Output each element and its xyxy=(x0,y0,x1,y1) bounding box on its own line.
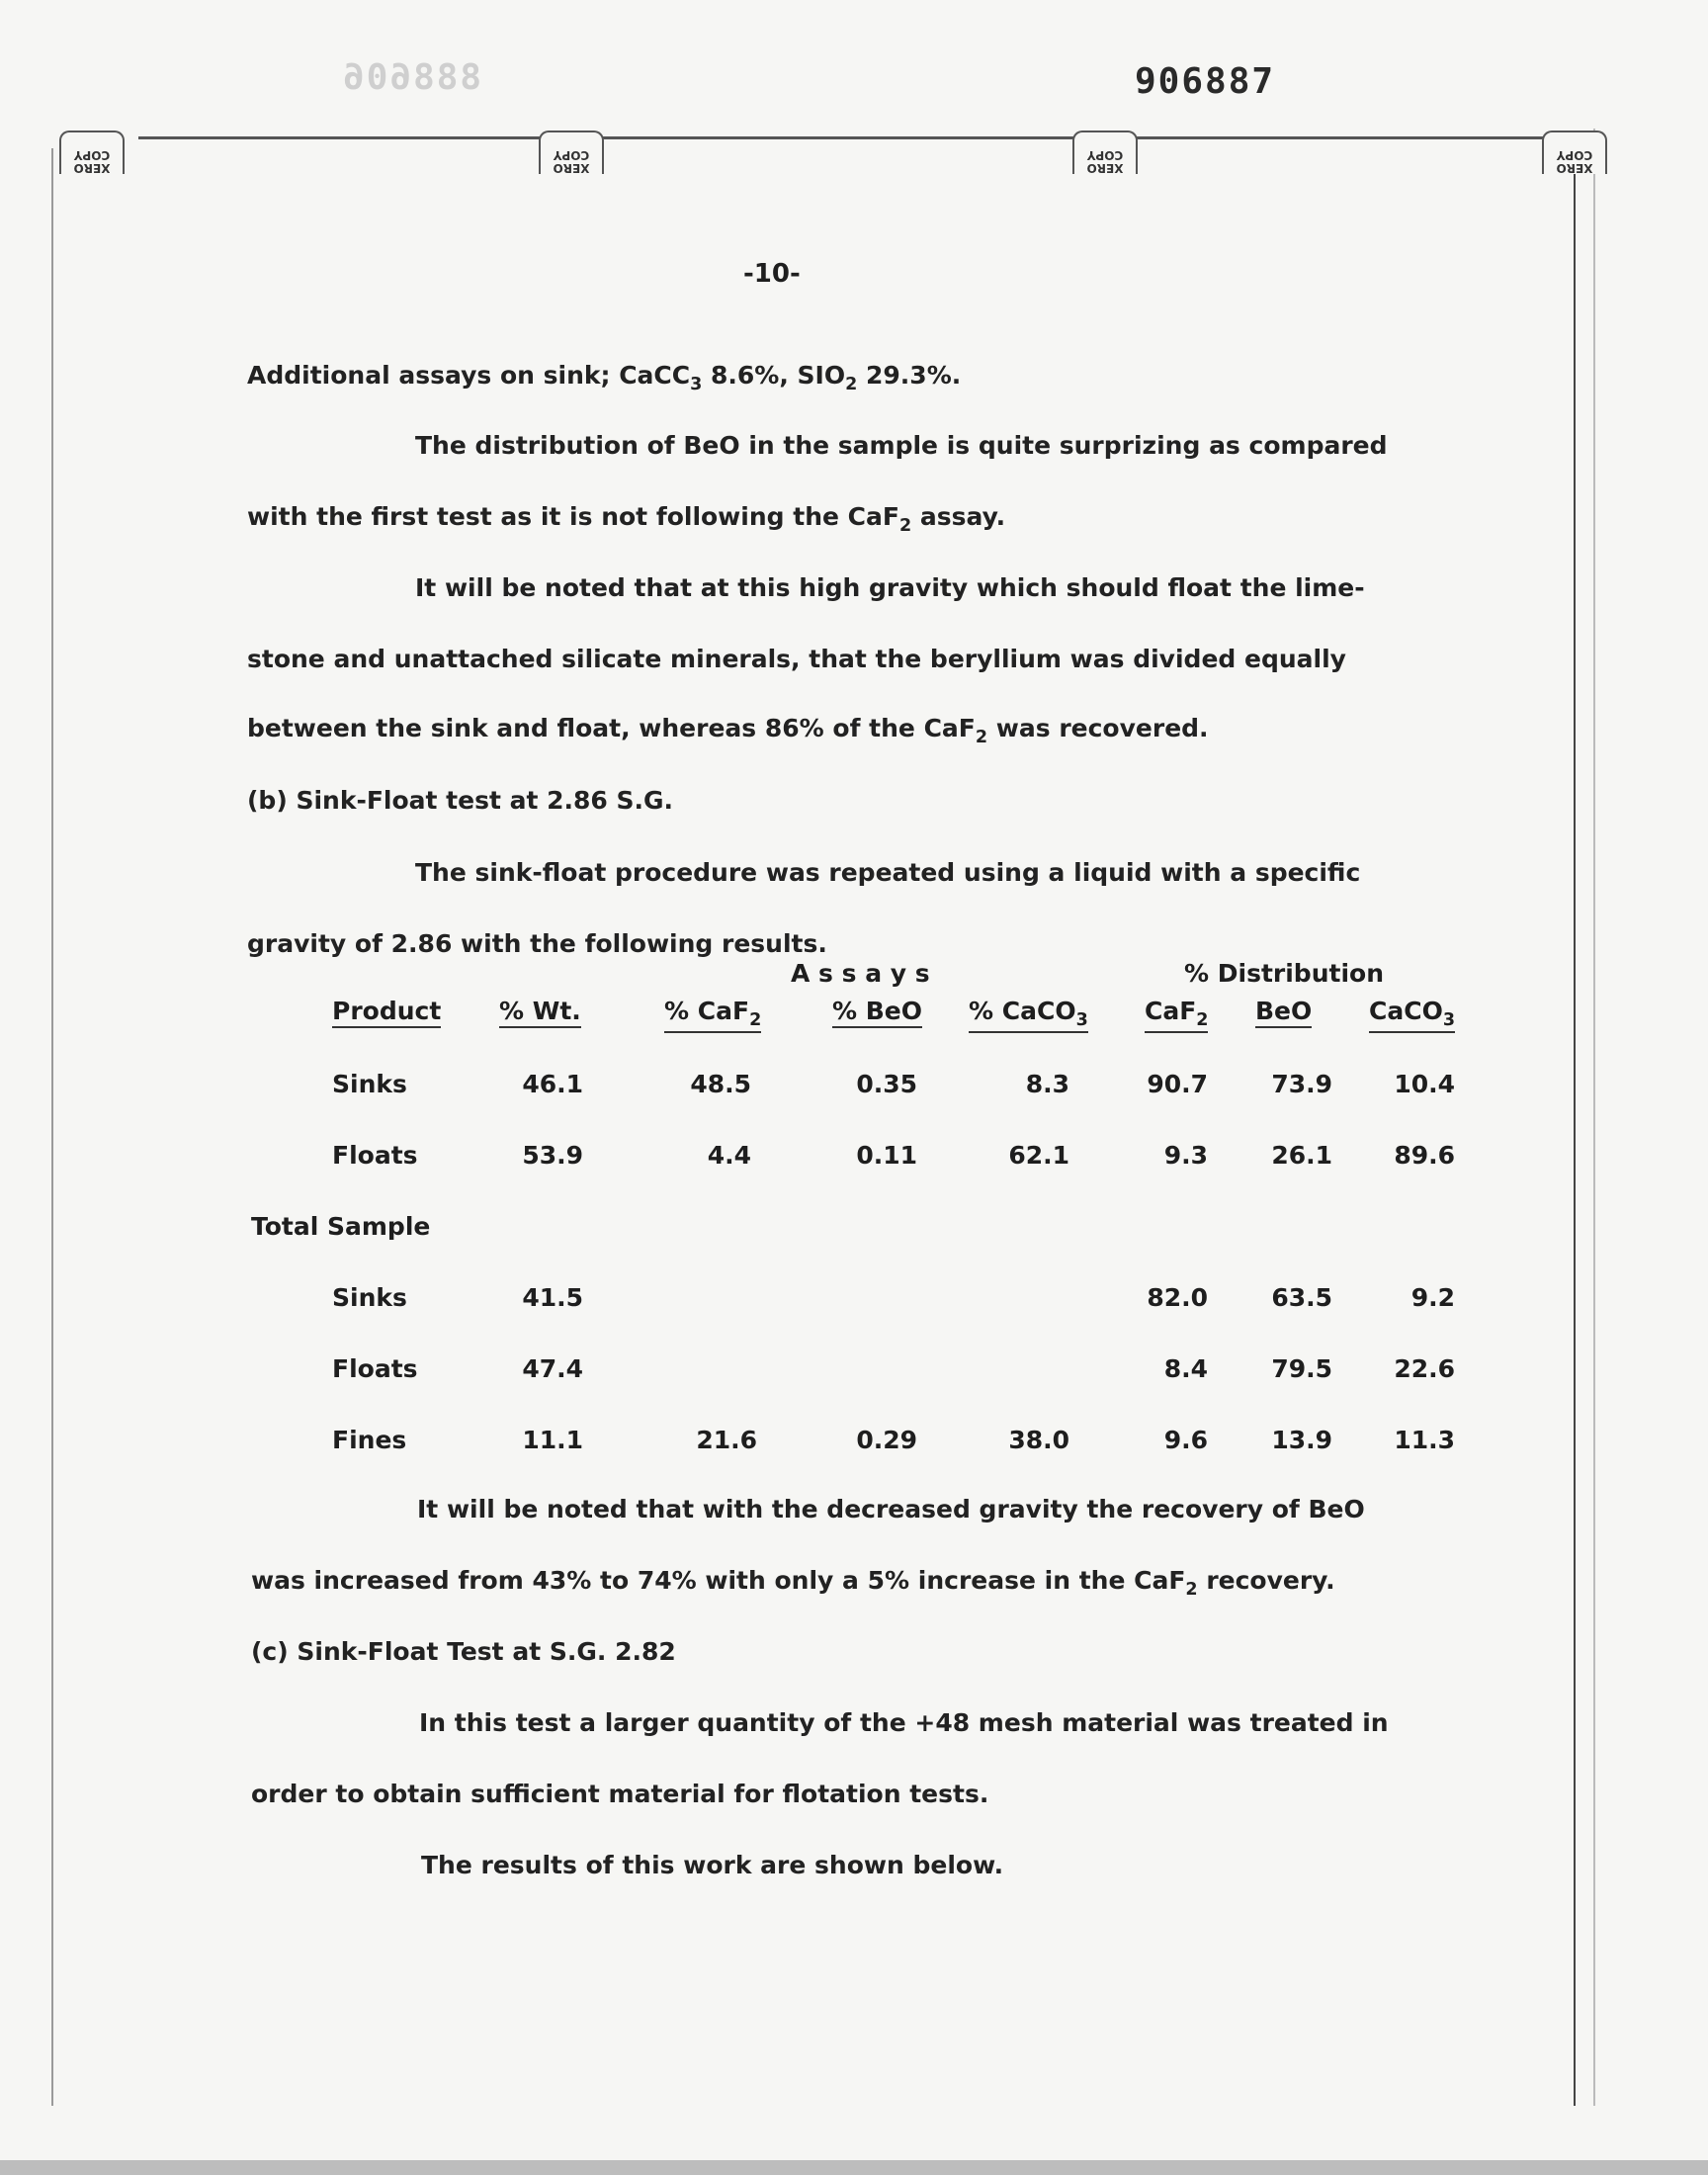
page-number: -10- xyxy=(743,259,801,289)
paragraph-6-line-2: order to obtain sufficient material for flotation tests. xyxy=(251,1780,989,1808)
table-cell: 8.3 xyxy=(1025,1070,1069,1098)
table-cell: 11.3 xyxy=(1394,1426,1455,1454)
table-cell: 48.5 xyxy=(690,1070,751,1098)
col-header-dist-caf2: CaF$_2$ xyxy=(1145,997,1208,1033)
paragraph-7: The results of this work are shown below. xyxy=(421,1851,1004,1879)
table-cell: 41.5 xyxy=(522,1283,583,1312)
document-stamp-number: 906887 xyxy=(1135,61,1276,102)
top-border-line xyxy=(138,136,1572,139)
paragraph-5-line-2: was increased from 43% to 74% with only a 5% increase in the CaF$_2$ recovery. xyxy=(251,1566,1335,1601)
paragraph-3-line-2: stone and unattached silicate minerals, that the beryllium was divided equally xyxy=(247,645,1346,673)
paragraph-6-line-1: In this test a larger quantity of the +48 mesh material was treated in xyxy=(419,1708,1389,1737)
additional-assays-line: Additional assays on sink; CaCC$_3$ 8.6%, $SIO_2$ 29.3%. xyxy=(247,361,962,395)
table-cell: 46.1 xyxy=(522,1070,583,1098)
xero-copy-tab-2: XERO COPY xyxy=(539,130,604,174)
xero-copy-tab-3: XERO COPY xyxy=(1072,130,1138,174)
table-cell: 11.1 xyxy=(522,1426,583,1454)
bottom-scan-band xyxy=(0,2160,1708,2175)
table-cell: 53.9 xyxy=(522,1141,583,1170)
table-cell: 47.4 xyxy=(522,1354,583,1383)
col-header-dist-caco3: CaCO$_3$ xyxy=(1369,997,1455,1033)
table-cell: 9.6 xyxy=(1163,1426,1208,1454)
left-border-line xyxy=(51,148,53,2106)
table-cell: 62.1 xyxy=(1008,1141,1069,1170)
table-row-label: Floats xyxy=(332,1141,418,1170)
right-edge-line xyxy=(1593,129,1595,2106)
table-cell: 89.6 xyxy=(1394,1141,1455,1170)
table-cell: 63.5 xyxy=(1271,1283,1332,1312)
section-c-heading: (c) Sink-Float Test at S.G. 2.82 xyxy=(251,1637,676,1666)
paragraph-5-line-1: It will be noted that with the decreased gravity the recovery of BeO xyxy=(417,1495,1365,1523)
xero-copy-tab-4: XERO COPY xyxy=(1542,130,1607,174)
table-cell: 9.3 xyxy=(1163,1141,1208,1170)
table-row-label: Fines xyxy=(332,1426,407,1454)
distribution-group-header: % Distribution xyxy=(1184,959,1384,988)
col-header-caco3: % CaCO$_3$ xyxy=(969,997,1088,1033)
table-cell: 82.0 xyxy=(1147,1283,1208,1312)
paragraph-2-line-1: The distribution of BeO in the sample is quite surprizing as compared xyxy=(415,431,1388,460)
table-cell: 10.4 xyxy=(1394,1070,1455,1098)
paragraph-4-line-1: The sink-float procedure was repeated using a liquid with a specific xyxy=(415,858,1361,887)
col-header-beo: % BeO xyxy=(832,997,922,1028)
paragraph-3-line-1: It will be noted that at this high gravity which should float the lime- xyxy=(415,573,1365,602)
paragraph-4-line-2: gravity of 2.86 with the following results. xyxy=(247,929,827,958)
table-cell: 0.35 xyxy=(856,1070,917,1098)
col-header-product: Product xyxy=(332,997,441,1028)
assays-group-header: A s s a y s xyxy=(791,959,930,988)
table-cell: 21.6 xyxy=(696,1426,757,1454)
section-b-heading: (b) Sink-Float test at 2.86 S.G. xyxy=(247,786,674,815)
paragraph-2-line-2: with the first test as it is not following the CaF$_2$ assay. xyxy=(247,502,1006,537)
col-header-dist-beo: BeO xyxy=(1255,997,1312,1028)
col-header-caf2: % CaF$_2$ xyxy=(664,997,761,1033)
table-cell: 0.11 xyxy=(856,1141,917,1170)
table-cell: 8.4 xyxy=(1163,1354,1208,1383)
table-cell: 79.5 xyxy=(1271,1354,1332,1383)
table-row-label: Sinks xyxy=(332,1070,407,1098)
table-cell: 13.9 xyxy=(1271,1426,1332,1454)
col-header-wt: % Wt. xyxy=(499,997,581,1028)
right-border-line xyxy=(1574,148,1576,2106)
xero-copy-tab-1: XERO COPY xyxy=(59,130,125,174)
table-cell: 9.2 xyxy=(1410,1283,1455,1312)
table-cell: 90.7 xyxy=(1147,1070,1208,1098)
table-cell: 26.1 xyxy=(1271,1141,1332,1170)
table-row-label: Floats xyxy=(332,1354,418,1383)
table-row-label: Sinks xyxy=(332,1283,407,1312)
table-cell: 73.9 xyxy=(1271,1070,1332,1098)
table-cell: 22.6 xyxy=(1394,1354,1455,1383)
paragraph-3-line-3: between the sink and float, whereas 86% of the CaF$_2$ was recovered. xyxy=(247,714,1209,748)
ghost-stamp-number: 888606 xyxy=(341,57,482,98)
table-cell: 38.0 xyxy=(1008,1426,1069,1454)
table-cell: 0.29 xyxy=(856,1426,917,1454)
table-cell: 4.4 xyxy=(707,1141,751,1170)
total-sample-label: Total Sample xyxy=(251,1212,431,1241)
